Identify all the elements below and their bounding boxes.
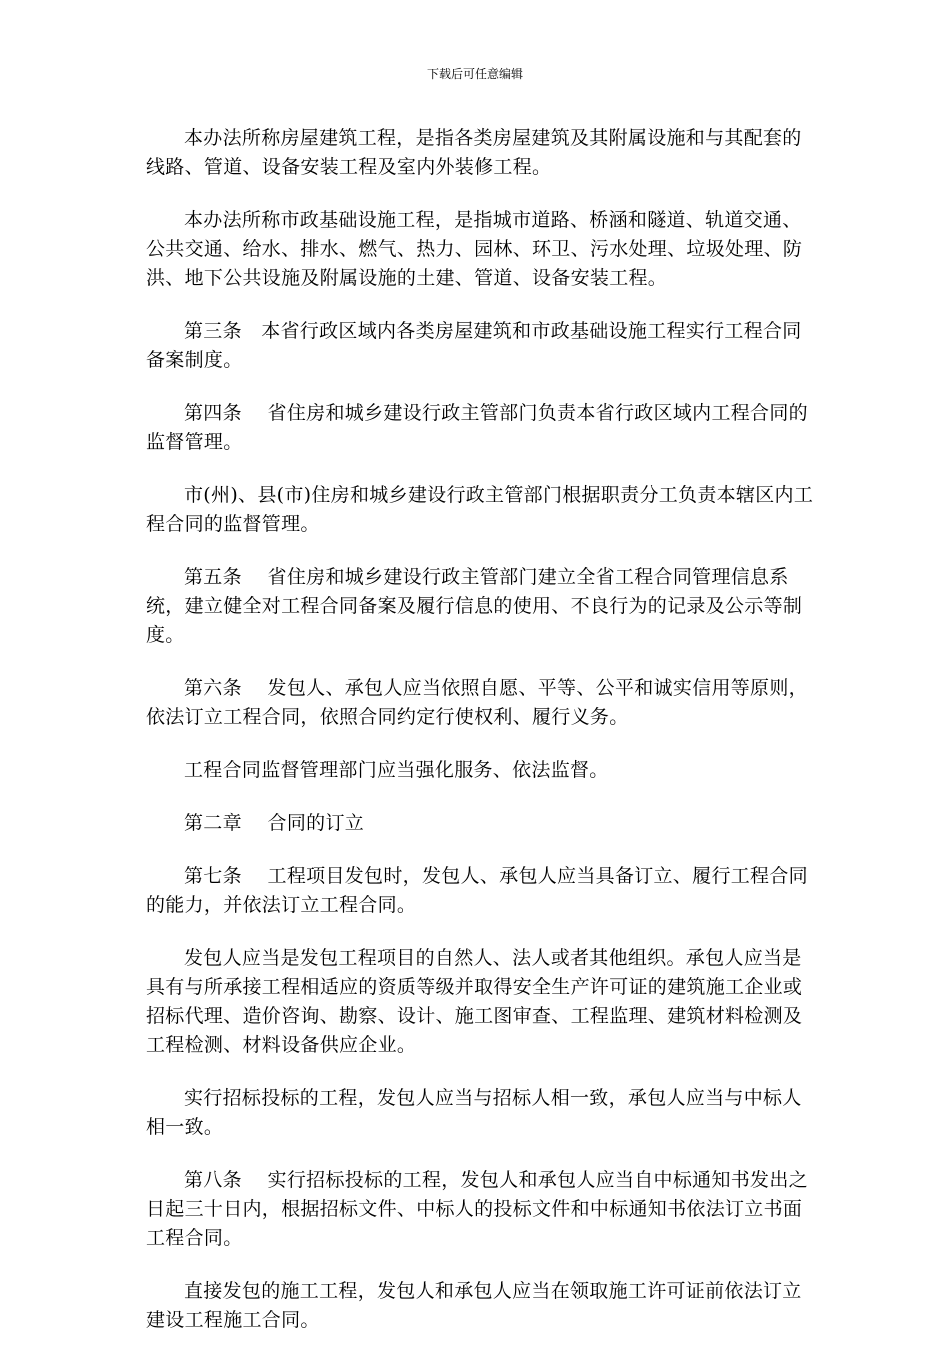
article-6: 第六条 发包人、承包人应当依照自愿、平等、公平和诚实信用等原则，依法订立工程合同，依照合同约定行使权利、履行义务。 — [146, 677, 808, 728]
paragraph-parties-qualification: 发包人应当是发包工程项目的自然人、法人或者其他组织。承包人应当是具有与所承接工程相适应的资质等级并取得安全生产许可证的建筑施工企业或招标代理、造价咨询、勘察、设计、施工图审查、工程监理、建筑材料检测及工程检测、材料设备供应企业。 — [146, 947, 803, 1056]
paragraph-municipal-definition: 本办法所称市政基础设施工程，是指城市道路、桥涵和隧道、轨道交通、公共交通、给水、排水、燃气、热力、园林、环卫、污水处理、垃圾处理、防洪、地下公共设施及附属设施的土建、管道、设备安装工程。 — [146, 209, 803, 289]
paragraph-service-supervision: 工程合同监督管理部门应当强化服务、依法监督。 — [184, 759, 609, 781]
paragraph-bidding-consistency: 实行招标投标的工程，发包人应当与招标人相一致，承包人应当与中标人相一致。 — [146, 1087, 802, 1138]
article-7: 第七条 工程项目发包时，发包人、承包人应当具备订立、履行工程合同的能力，并依法订立工程合同。 — [146, 865, 808, 916]
paragraph-local-supervision: 市(州)、县(市)住房和城乡建设行政主管部门根据职责分工负责本辖区内工程合同的监督管理。 — [146, 484, 814, 535]
paragraph-direct-contract: 直接发包的施工工程，发包人和承包人应当在领取施工许可证前依法订立建设工程施工合同。 — [146, 1280, 802, 1331]
article-5: 第五条 省住房和城乡建设行政主管部门建立全省工程合同管理信息系统，建立健全对工程合同备案及履行信息的使用、不良行为的记录及公示等制度。 — [146, 566, 803, 646]
article-3: 第三条 本省行政区域内各类房屋建筑和市政基础设施工程实行工程合同备案制度。 — [146, 320, 802, 371]
page-header: 下载后可任意编辑 — [426, 67, 523, 81]
chapter-2-heading: 第二章 合同的订立 — [184, 812, 365, 834]
article-8: 第八条 实行招标投标的工程，发包人和承包人应当自中标通知书发出之日起三十日内，根据招标文件、中标人的投标文件和中标通知书依法订立书面工程合同。 — [146, 1169, 808, 1249]
document-body — [146, 124, 814, 1359]
article-4: 第四条 省住房和城乡建设行政主管部门负责本省行政区域内工程合同的监督管理。 — [146, 402, 808, 453]
paragraph-building-definition: 本办法所称房屋建筑工程，是指各类房屋建筑及其附属设施和与其配套的线路、管道、设备安装工程及室内外装修工程。 — [146, 127, 802, 178]
